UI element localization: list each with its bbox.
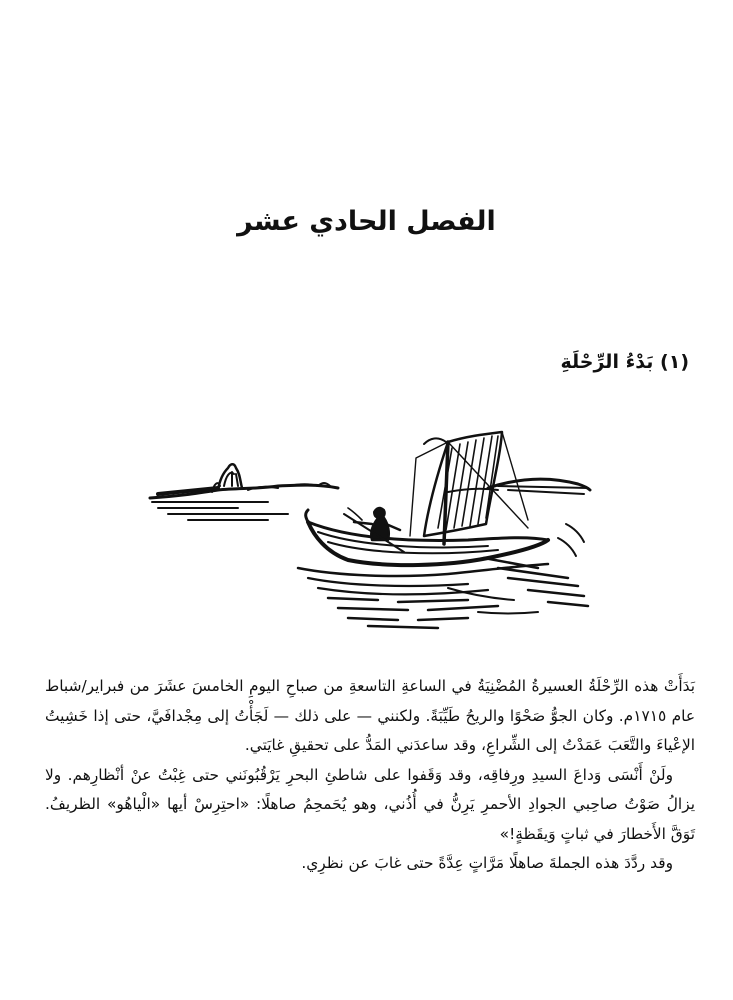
sailboat-illustration (148, 428, 592, 633)
chapter-body-text (45, 672, 695, 879)
chapter-title: الفصل الحادي عشر (237, 206, 496, 237)
paragraph-3: وقد ردَّدَ هذه الجملةَ صاهلًا مَرَّاتٍ عِدَّةً حتى غابَ عن نظرِي. (301, 854, 673, 872)
paragraph-1: بَدَأَتْ هذه الرِّحْلَةُ العسيرةُ المُضْنِيَةُ في الساعةِ التاسعةِ من صباحِ اليومِ الخامسَ عشَرَ من فبراير/شباط عام ١٧١٥م. وكان الجوُّ صَحْوًا والريحُ طَيِّبَةً. ولكنني — على ذلك — لَجَأْتُ إلى مِجْدافَيَّ، حتى إذا خَشِيتُ الإعْياءَ والتَّعَبَ عَمَدْتُ إلى الشِّراعِ، وقد ساعدَني المَدُّ على تحقيقِ غايَتي. (45, 677, 695, 754)
section-heading: (١) بَدْءُ الرِّحْلَةِ (560, 351, 689, 373)
paragraph-2: ولَنْ أَنْسَى وَداعَ السيدِ ورِفاقِه، وقد وَقَفوا على شاطئِ البحرِ يَرْقُبُونَني حتى غِبْتُ عنْ أنْظارِهم. ولا يزالُ صَوْتُ صاحِبي الجوادِ الأحمرِ يَرِنُّ في أُذُني، وهو يُحَمحِمُ صاهلًا: «احتِرِسْ أيها «الْياهُو» الظريفُ. تَوَقَّ الأَخطارَ في ثباتٍ وَيقَظةٍ!» (45, 765, 695, 843)
